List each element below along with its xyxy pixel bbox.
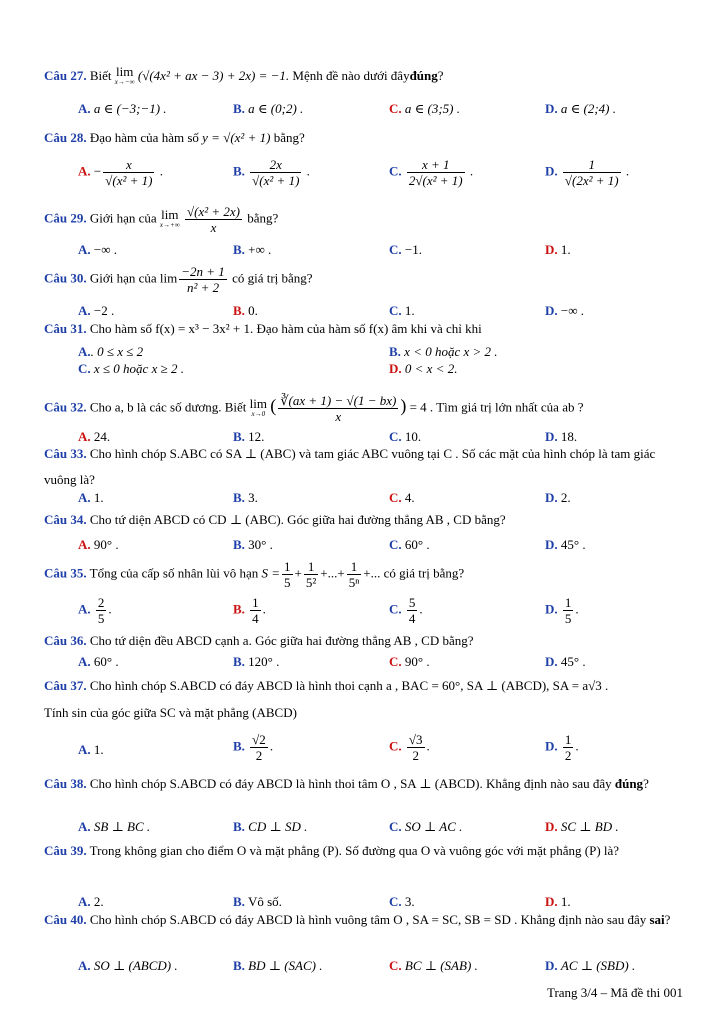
numerator: 1 (304, 559, 318, 575)
option-b (233, 652, 279, 672)
option-c-text: 4. (404, 490, 415, 505)
question-34 (44, 511, 684, 529)
label-a: A. (78, 242, 91, 257)
option-a (78, 652, 119, 672)
option-d (545, 817, 619, 837)
question-text: Cho hàm số f(x) = x³ − 3x² + 1. Đạo hàm của hàm số f(x) âm khi và chỉ khi (89, 321, 482, 336)
question-end: ? (437, 67, 444, 83)
label-d: D. (545, 537, 558, 552)
denominator: 5² (305, 575, 317, 590)
option-a-text: SO ⊥ (ABCD) . (93, 958, 178, 973)
option-c-text: 3. (404, 894, 415, 909)
option-a (78, 240, 117, 260)
paren-close: ) (400, 395, 407, 416)
options-37 (0, 732, 725, 772)
denominator: 5ⁿ (348, 575, 360, 590)
question-38 (44, 771, 684, 797)
option-d-text: 0 < x < 2. (404, 361, 458, 376)
options-34 (0, 535, 725, 557)
options-35 (0, 595, 725, 635)
label-b: B. (233, 429, 245, 444)
option-a-text: 24. (93, 429, 111, 444)
term-2 (304, 559, 318, 590)
option-b-text: a ∈ (0;2) . (248, 101, 304, 116)
question-text-2: Tính sin của góc giữa SC và mặt phẳng (ABCD) (44, 705, 297, 720)
question-31 (44, 320, 684, 338)
option-b-text: x < 0 hoặc x > 2 . (404, 344, 498, 359)
option-b-text: Vô số. (247, 894, 282, 909)
denominator: 2 (412, 748, 419, 763)
question-number: Câu 35. (44, 565, 87, 581)
question-text: Cho hình chóp S.ABC có SA ⊥ (ABC) và tam giác ABC vuông tại C . Số các mặt của hình chóp là tam giác vuông là? (44, 446, 656, 487)
option-b-text: BD ⊥ (SAC) . (248, 958, 323, 973)
option-c-text: 1. (404, 303, 415, 318)
label-d: D. (545, 303, 558, 318)
question-35: Câu 35. Tổng của cấp số nhân lùi vô hạn S = $\frac{1}{5}$ + $\frac{1}{\text{5²}}$ +...+ $\frac{1}{\text{5ⁿ}}$ +... có giá trị bằng? (44, 559, 465, 590)
denominator: x (335, 409, 342, 424)
label-a: A. (78, 958, 91, 973)
question-text: Cho a, b là các số dương. Biết (89, 399, 247, 415)
option-a: A. $\frac{2}{5}$ . (78, 595, 112, 626)
option-b-text: 0. (248, 303, 258, 318)
label-b: B. (233, 101, 245, 116)
denominator: √(x² + 1) (252, 173, 300, 188)
option-a-text: 2. (93, 894, 104, 909)
lim-sub: x→0 (251, 409, 266, 418)
question-text: Cho hình chóp S.ABCD có đáy ABCD là hình thoi tâm O , SA ⊥ (ABCD). Khẳng định nào sau đây (89, 776, 612, 791)
option-d (545, 99, 616, 119)
option-d-text: a ∈ (2;4) . (560, 101, 617, 116)
label-c: C. (389, 894, 402, 909)
options-33 (0, 488, 725, 510)
question-end: có giá trị bằng? (232, 270, 313, 286)
option-b (233, 817, 307, 837)
options-40 (0, 956, 725, 978)
option-a-text: −∞ . (93, 242, 117, 257)
denominator: 4 (408, 611, 416, 626)
option-c-text: x ≤ 0 hoặc x ≥ 2 . (93, 361, 184, 376)
fraction (185, 204, 242, 235)
option-d-text: AC ⊥ (SBD) . (560, 958, 636, 973)
paren-open: ( (270, 395, 277, 416)
label-d: D. (545, 101, 558, 116)
limit (115, 66, 135, 88)
lim-word: lim (249, 395, 267, 411)
option-a (78, 99, 167, 119)
option-d-text: 45° . (560, 654, 586, 669)
label-c: C. (389, 101, 402, 116)
label-d: D. (545, 819, 558, 834)
question-number: Câu 36. (44, 633, 87, 648)
label-a: A. (78, 742, 91, 757)
option-d-text: −∞ . (560, 303, 584, 318)
question-27 (44, 66, 684, 88)
option-b: B. $\frac{√2}{2}$ . (233, 732, 274, 763)
lim-sub: x→+∞ (159, 220, 180, 229)
question-number: Câu 38. (44, 776, 87, 791)
question-number: Câu 39. (44, 843, 87, 858)
option-d: D. $\frac{1}{2}$ . (545, 732, 579, 763)
option-d: D. $\frac{1}{5}$ . (545, 595, 579, 626)
question-number: Câu 40. (44, 912, 87, 927)
question-text: Cho hình chóp S.ABCD có đáy ABCD là hình vuông tâm O , SA = SC, SB = SD . Khẳng định nào sau đây (89, 912, 647, 927)
question-number: Câu 31. (44, 321, 87, 336)
numerator: 1 (284, 559, 291, 574)
label-b: B. (233, 819, 245, 834)
label-a: A. (78, 490, 91, 505)
option-b (233, 956, 323, 976)
lim-sub: x→−∞ (114, 78, 135, 86)
option-c (78, 359, 184, 379)
fraction (563, 732, 574, 763)
denominator: 5 (564, 611, 572, 626)
options-31-row2 (0, 359, 725, 381)
question-39 (44, 838, 684, 864)
denominator: 5 (97, 611, 105, 626)
question-29 (44, 204, 684, 235)
label-b: B. (233, 537, 245, 552)
fraction (250, 732, 268, 763)
fraction (250, 157, 301, 188)
label-c: C. (389, 490, 402, 505)
dots: +...+ (320, 565, 345, 581)
numerator: 2x (250, 157, 301, 173)
option-d (389, 359, 457, 379)
numerator: 1 (564, 732, 572, 747)
fraction (407, 595, 418, 626)
fraction (179, 264, 227, 295)
label-c: C. (389, 429, 402, 444)
option-d-text: 1. (560, 894, 571, 909)
option-b (233, 240, 271, 260)
label-d: D. (545, 163, 558, 179)
label-c: C. (389, 163, 402, 179)
function: y = √(x² + 1) (202, 130, 271, 145)
question-text: Giới hạn của (89, 210, 157, 226)
option-d (545, 956, 635, 976)
label-b: B. (233, 242, 245, 257)
question-number: Câu 27. (44, 67, 87, 83)
option-b-text: +∞ . (248, 242, 272, 257)
label-c: C. (389, 738, 402, 754)
denominator: 2 (255, 748, 263, 763)
option-c-text: a ∈ (3;5) . (404, 101, 461, 116)
question-33 (44, 441, 684, 493)
numerator: x (103, 157, 154, 173)
option-c (389, 652, 430, 672)
question-number: Câu 33. (44, 446, 87, 461)
label-d: D. (545, 958, 558, 973)
label-a: A. (78, 537, 91, 552)
question-40 (44, 907, 684, 933)
numerator: x + 1 (407, 157, 465, 173)
option-c-text: 10. (404, 429, 422, 444)
option-b (233, 301, 258, 321)
fraction (563, 157, 621, 188)
option-b-text: 30° . (248, 537, 273, 552)
label-b: B. (233, 490, 245, 505)
question-end: = 4 . Tìm giá trị lớn nhất của ab ? (409, 399, 584, 415)
term-1 (282, 559, 293, 590)
option-a: A. − $\frac{x}{\text{√(x² + 1)}}$ . (78, 157, 163, 188)
options-29 (0, 240, 725, 262)
question-37-line2 (44, 704, 684, 722)
option-c-text: −1. (404, 242, 422, 257)
question-number: Câu 32. (44, 399, 87, 415)
label-a: A. (78, 303, 91, 318)
option-a (78, 488, 104, 508)
question-text: Tổng của cấp số nhân lùi vô hạn (89, 565, 259, 581)
options-36 (0, 652, 725, 674)
question-text: Cho tứ diện ABCD có CD ⊥ (ABC). Góc giữa hai đường thẳng AB , CD bằng? (89, 512, 506, 527)
numerator: −2n + 1 (181, 264, 225, 279)
question-28 (44, 129, 684, 147)
option-b-text: 12. (248, 429, 265, 444)
sign: − (93, 163, 102, 179)
option-b: B. $\frac{1}{4}$ . (233, 595, 266, 626)
option-c (389, 956, 478, 976)
question-end: ? (643, 776, 649, 791)
option-d (545, 535, 586, 555)
option-a (78, 301, 114, 321)
denominator: 2 (564, 748, 572, 763)
options-38 (0, 817, 725, 839)
fraction (278, 393, 398, 424)
label-c: C. (389, 537, 402, 552)
option-d-text: 45° . (560, 537, 586, 552)
question-number: Câu 37. (44, 678, 87, 693)
question-text: Giới hạn của (89, 270, 157, 286)
options-27 (0, 99, 725, 121)
question-number: Câu 28. (44, 130, 87, 145)
label-a: A. (78, 654, 91, 669)
option-d-text: 18. (560, 429, 578, 444)
option-b: B. $\frac{2x}{\text{√(x² + 1)}}$ . (233, 157, 310, 188)
question-number: Câu 34. (44, 512, 87, 527)
option-b-text: CD ⊥ SD . (248, 819, 308, 834)
option-c-text: SO ⊥ AC . (404, 819, 463, 834)
label-d: D. (545, 242, 558, 257)
label-d: D. (545, 738, 558, 754)
option-a-text: 60° . (93, 654, 119, 669)
question-end: +... có giá trị bằng? (363, 565, 465, 581)
option-a-text: 1. (93, 490, 104, 505)
option-c: C. $\frac{√3}{2}$ . (389, 732, 430, 763)
numerator: 1 (564, 595, 572, 610)
fraction (407, 157, 465, 188)
question-end: bằng? (247, 210, 279, 226)
option-d-text: 2. (560, 490, 571, 505)
option-a-text: . 0 ≤ x ≤ 2 (90, 344, 144, 359)
option-d-text: SC ⊥ BD . (560, 819, 619, 834)
question-text: Đạo hàm của hàm số (89, 130, 199, 145)
numerator: 1 (252, 595, 259, 610)
term-n (347, 559, 362, 590)
label-b: B. (389, 344, 401, 359)
question-text: Cho tứ diện đều ABCD cạnh a. Góc giữa hai đường thẳng AB , CD bằng? (89, 633, 474, 648)
option-c: C. $\frac{x + 1}{\text{2√(x² + 1)}}$ . (389, 157, 474, 188)
bold-word: sai (649, 912, 665, 927)
option-c-text: 90° . (404, 654, 430, 669)
option-c (389, 488, 415, 508)
option-c (389, 301, 415, 321)
lim-word: lim (161, 206, 179, 222)
limit (159, 206, 180, 231)
fraction (250, 595, 261, 626)
option-a-text: 90° . (93, 537, 119, 552)
option-c (389, 240, 422, 260)
options-28 (0, 153, 725, 193)
label-c: C. (78, 361, 91, 376)
question-number: Câu 30. (44, 270, 87, 286)
label-b: B. (233, 303, 245, 318)
fraction (563, 595, 574, 626)
option-c (389, 535, 430, 555)
option-a-text: SB ⊥ BC . (93, 819, 151, 834)
option-c-text: BC ⊥ (SAB) . (404, 958, 478, 973)
expression: (√(4x² + ax − 3) + 2x) = −1. (137, 67, 290, 83)
option-a-text: a ∈ (−3;−1) . (93, 101, 167, 116)
option-a-text: 1. (93, 742, 104, 757)
label-b: B. (233, 601, 245, 617)
lim-word: lim (116, 64, 134, 79)
question-text: Biết (89, 67, 112, 83)
label-a: A. (78, 894, 91, 909)
label-c: C. (389, 654, 402, 669)
label-a: A. (78, 429, 91, 444)
fraction (103, 157, 154, 188)
question-text: Cho hình chóp S.ABCD có đáy ABCD là hình thoi cạnh a , BAC = 60°, SA ⊥ (ABCD), SA = a√3 . (89, 678, 609, 693)
label-b: B. (233, 738, 245, 754)
option-b (233, 488, 258, 508)
denominator: 4 (252, 611, 259, 626)
label-b: B. (233, 654, 245, 669)
denominator: √(x² + 1) (105, 173, 153, 188)
denominator: x (210, 220, 217, 235)
option-c (389, 99, 460, 119)
option-b-text: 3. (248, 490, 258, 505)
bold-word: đúng (409, 67, 438, 83)
option-a (78, 740, 104, 760)
option-d (545, 652, 586, 672)
page-footer: Trang 3/4 – Mã đề thi 001 (546, 985, 683, 1000)
limit (249, 395, 267, 420)
fraction (96, 595, 107, 626)
label-c: C. (389, 601, 402, 617)
label-d: D. (545, 601, 558, 617)
option-a (78, 956, 178, 976)
question-end: ? (664, 912, 671, 927)
label-a: A. (78, 101, 91, 116)
question-37 (44, 677, 684, 695)
question-36 (44, 632, 684, 650)
numerator: 5 (408, 595, 416, 610)
option-c-text: 60° . (404, 537, 430, 552)
label-a: A. (78, 601, 91, 617)
numerator: √3 (408, 732, 423, 747)
label-c: C. (389, 242, 402, 257)
label-d: D. (545, 894, 558, 909)
label-b: B. (233, 894, 245, 909)
numerator: 2 (97, 595, 105, 610)
label-d: D. (545, 490, 558, 505)
label-c: C. (389, 958, 402, 973)
sum-symbol: S = (261, 565, 281, 581)
question-text-2: Mệnh đề nào dưới đây (292, 67, 410, 83)
label-c: C. (389, 819, 402, 834)
option-a (78, 817, 150, 837)
numerator: 1 (563, 157, 621, 173)
option-c (389, 817, 462, 837)
fraction (407, 732, 425, 763)
question-end: bằng? (273, 130, 305, 145)
option-b-text: 120° . (248, 654, 280, 669)
question-32 (44, 393, 684, 424)
option-d: D. $\frac{1}{\text{√(2x² + 1)}}$ . (545, 157, 630, 188)
option-a-text: −2 . (93, 303, 115, 318)
question-30 (44, 264, 684, 295)
option-b (233, 99, 303, 119)
label-c: C. (389, 303, 402, 318)
option-d-text: 1. (560, 242, 571, 257)
bold-word: đúng (614, 776, 644, 791)
lim-word: lim (159, 270, 178, 286)
option-b (233, 535, 273, 555)
label-b: B. (233, 958, 245, 973)
option-d (545, 240, 571, 260)
denominator: 5 (284, 575, 291, 590)
question-text: Trong không gian cho điểm O và mặt phẳng (P). Số đường qua O và vuông góc với mặt phẳng (P) là? (89, 843, 620, 858)
option-d (545, 301, 584, 321)
denominator: n² + 2 (186, 280, 220, 295)
numerator: 1 (347, 559, 362, 575)
option-c: C. $\frac{5}{4}$ . (389, 595, 423, 626)
question-number: Câu 29. (44, 210, 87, 226)
numerator: ∛(ax + 1) − √(1 − bx) (280, 393, 397, 408)
denominator: √(2x² + 1) (564, 173, 619, 188)
option-d (545, 488, 571, 508)
label-d: D. (545, 654, 558, 669)
option-a (78, 535, 119, 555)
label-d: D. (389, 361, 402, 376)
denominator: 2√(x² + 1) (408, 173, 463, 188)
label-d: D. (545, 429, 558, 444)
numerator: √2 (252, 732, 266, 747)
label-a: A. (78, 344, 91, 359)
label-a: A. (78, 819, 91, 834)
label-b: B. (233, 163, 245, 179)
numerator: √(x² + 2x) (187, 204, 241, 219)
label-a: A. (78, 163, 91, 179)
